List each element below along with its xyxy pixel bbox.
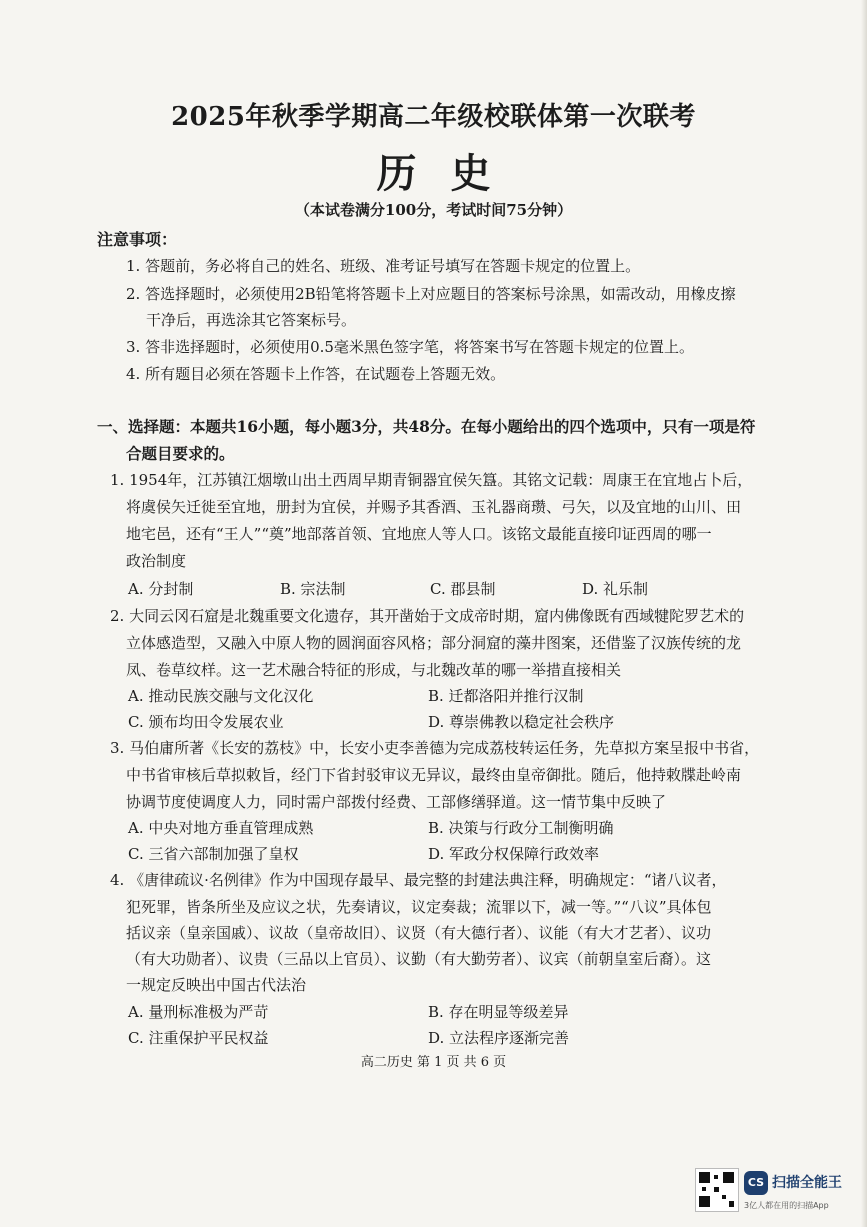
- page-edge-shadow: [861, 0, 867, 1227]
- notice-heading: 注意事项：: [97, 230, 178, 249]
- question-3-stem: 中书省审核后草拟敕旨，经门下省封驳审议无异议，最终由皇帝御批。随后，他持敕牒赴岭南: [126, 766, 742, 784]
- question-2-option-d: D. 尊崇佛教以稳定社会秩序: [428, 713, 615, 731]
- question-3-option-b: B. 决策与行政分工制衡明确: [428, 819, 614, 837]
- question-4-option-c: C. 注重保护平民权益: [128, 1029, 269, 1047]
- question-1-stem: 将虞侯矢迁徙至宜地，册封为宜侯，并赐予其香酒、玉礼器商瓒、弓矢，以及宜地的山川、田: [126, 498, 742, 516]
- question-3-stem: 协调节度使调度人力，同时需户部拨付经费、工部修缮驿道。这一情节集中反映了: [126, 793, 667, 811]
- question-4-stem: 犯死罪，皆条所坐及应议之状，先奏请议，议定奏裁；流罪以下，减一等。”“八议”具体包: [126, 898, 712, 916]
- exam-title: 2025年秋季学期高二年级校联体第一次联考: [171, 102, 696, 132]
- question-1-option-d: D. 礼乐制: [582, 580, 649, 598]
- notice-item: 1. 答题前，务必将自己的姓名、班级、准考证号填写在答题卡规定的位置上。: [126, 257, 641, 275]
- question-1-stem: 地宅邑，还有“王人”“奠”地部落首领、宜地庶人等人口。该铭文最能直接印证西周的哪一: [126, 525, 712, 543]
- notice-item: 4. 所有题目必须在答题卡上作答，在试题卷上答题无效。: [126, 365, 506, 383]
- question-4-stem: （有大功勋者）、议贵（三品以上官员）、议勤（有大勤劳者）、议宾（前朝皇室后裔）。这: [126, 950, 712, 968]
- question-4-stem: 4. 《唐律疏议·名例律》作为中国现存最早、最完整的封建法典注释，明确规定：“诸八议者，: [110, 871, 727, 889]
- question-2-option-b: B. 迁都洛阳并推行汉制: [428, 687, 584, 705]
- section-heading: 一、选择题：本题共16小题，每小题3分，共48分。在每小题给出的四个选项中，只有一项是符: [97, 417, 756, 436]
- question-2-option-c: C. 颁布均田令发展农业: [128, 713, 284, 731]
- question-1-stem: 政治制度: [126, 552, 187, 570]
- question-1-option-a: A. 分封制: [128, 580, 194, 598]
- question-2-option-a: A. 推动民族交融与文化汉化: [128, 687, 314, 705]
- section-heading: 合题目要求的。: [126, 444, 235, 463]
- notice-item: 干净后，再选涂其它答案标号。: [146, 311, 357, 329]
- question-1-stem: 1. 1954年，江苏镇江烟墩山出土西周早期青铜器宜侯矢簋。其铭文记载：周康王在宜地占卜后，: [110, 471, 753, 489]
- scanner-app-name: 扫描全能王: [772, 1175, 842, 1191]
- question-3-stem: 3. 马伯庸所著《长安的荔枝》中，长安小吏李善德为完成荔枝转运任务，先草拟方案呈报中书省，: [110, 739, 760, 757]
- question-2-stem: 2. 大同云冈石窟是北魏重要文化遗存，其开凿始于文成帝时期，窟内佛像既有西域犍陀罗艺术的: [110, 607, 745, 625]
- scanner-app-slogan: 3亿人都在用的扫描App: [744, 1201, 829, 1210]
- question-2-stem: 立体感造型，又融入中原人物的圆润面容风格；部分洞窟的藻井图案，还借鉴了汉族传统的龙: [126, 634, 742, 652]
- question-4-stem: 括议亲（皇亲国戚）、议故（皇帝故旧）、议贤（有大德行者）、议能（有大才艺者）、议功: [126, 924, 712, 942]
- page-footer: 高二历史 第 1 页 共 6 页: [360, 1055, 507, 1070]
- question-4-stem: 一规定反映出中国古代法治: [126, 976, 307, 994]
- question-2-stem: 凤、卷草纹样。这一艺术融合特征的形成，与北魏改革的哪一举措直接相关: [126, 661, 622, 679]
- question-1-option-b: B. 宗法制: [280, 580, 346, 598]
- subject-heading: 历史: [376, 150, 525, 197]
- qr-code-icon: [695, 1168, 739, 1212]
- question-3-option-c: C. 三省六部制加强了皇权: [128, 845, 299, 863]
- question-1-option-c: C. 郡县制: [430, 580, 496, 598]
- camscanner-logo-icon: CS: [744, 1171, 768, 1195]
- question-3-option-d: D. 军政分权保障行政效率: [428, 845, 600, 863]
- notice-item: 2. 答选择题时，必须使用2B铅笔将答题卡上对应题目的答案标号涂黑，如需改动，用橡皮擦: [126, 285, 736, 303]
- exam-note: （本试卷满分100分，考试时间75分钟）: [294, 201, 573, 219]
- notice-item: 3. 答非选择题时，必须使用0.5毫米黑色签字笔，将答案书写在答题卡规定的位置上。: [126, 338, 694, 356]
- question-4-option-a: A. 量刑标准极为严苛: [128, 1003, 269, 1021]
- question-4-option-b: B. 存在明显等级差异: [428, 1003, 569, 1021]
- question-3-option-a: A. 中央对地方垂直管理成熟: [128, 819, 314, 837]
- question-4-option-d: D. 立法程序逐渐完善: [428, 1029, 570, 1047]
